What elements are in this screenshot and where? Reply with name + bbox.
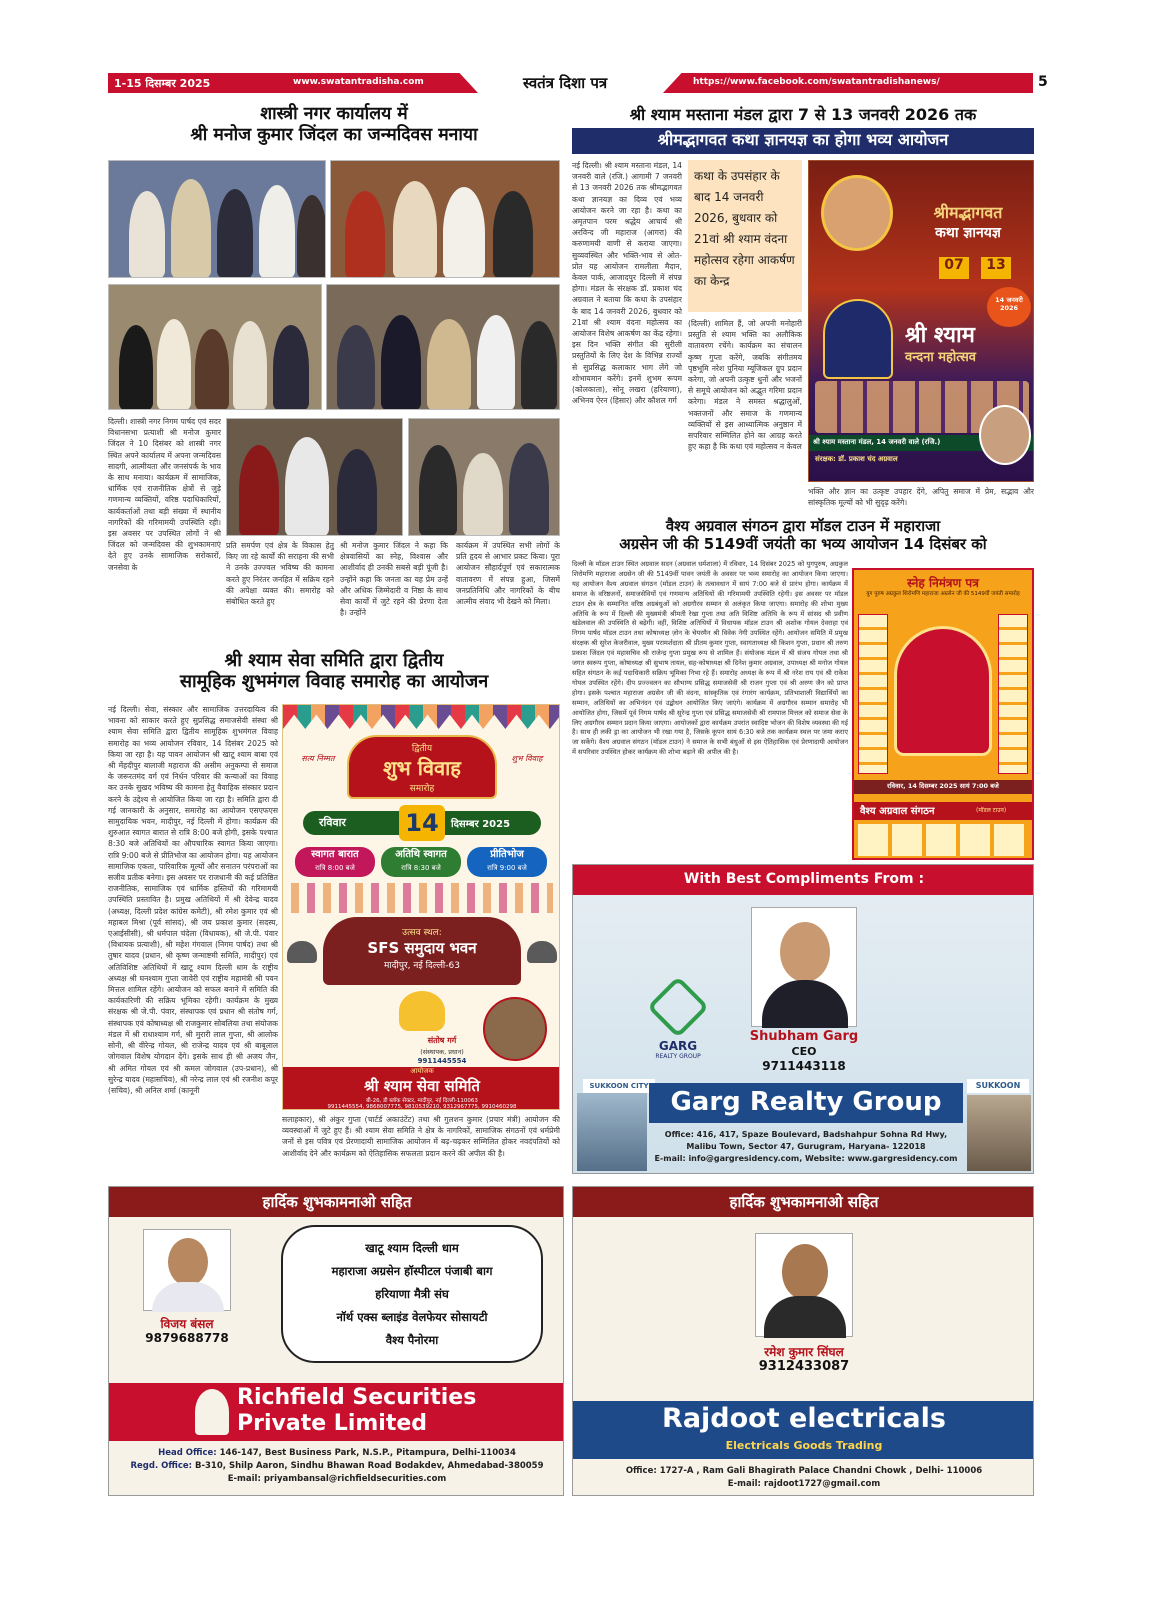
paper-name: स्वतंत्र दिशा पत्र [523,74,608,92]
garg-building-image [967,1095,1031,1171]
article1-col2: प्रति समर्पण एवं क्षेत्र के विकास हेतु किए जा रहे कार्यों की सराहना की सभी ने उनके उज्ज्वल भविष्य की कामना करते हुए निरंतर जनहित में सक्रिय रहने की अपेक्षा व्यक्त की। समारोह को संबोधित करते हुए [226,541,334,607]
article3-col2: (दिल्ली) शामिल हैं, जो अपनी मनोहारी प्रस्तुति से श्याम भक्ति का अलौकिक वातावरण रचेंगे। कार्यक्रम का संचालन कृष्ण गुप्ता करेंगे, जबकि संगीतमय पृष्ठभूमि नरेश पुनिया म्यूजिकल ग्रुप प्रदान करेगा, जो अपनी उत्कृष्ट धुनों और भजनों से समूचे आयोजन को अद्भुत गरिमा प्रदान करेगा। मंडल ने समस्त श्रद्धालुओं, भक्तजनों और समाज के गणमान्य व्यक्तियों से इस आध्यात्मिक अनुष्ठान में सपरिवार सम्मिलित होने का आग्रह करते हुए कहा है कि कथा एवं महोत्सव न केवल [688,319,802,452]
poster1-title: श्रीमद्भागवत [933,203,1003,222]
poster1-subtitle: कथा ज्ञानयज्ञ [935,225,1001,241]
richfield-ad [108,1186,564,1496]
elephant-icon [527,941,557,963]
ad1-company1: Richfield Securities [237,1385,477,1410]
facebook-url[interactable]: https://www.facebook.com/swatantradishanews/ [693,77,940,87]
invite-venue-block [323,917,521,985]
garg-office2: Malibu Town, Sector 47, Gurugram, Haryana- 122018 [686,1142,926,1151]
wedding-invite-card [282,704,560,1110]
ad1-line: नॉर्थ एक्स ब्लाइंड वेलफेयर सोसायटी [336,1310,488,1324]
invite-event-name: स्वागत बारात [311,849,359,860]
garg-person-role: CEO [791,1045,817,1058]
invite-title: शुभ विवाह [383,756,461,780]
poster2-date: रविवार, 14 दिसम्बर 2025 सायं 7:00 बजे [887,782,999,790]
agrasen-invite-poster [852,568,1034,860]
ad1-person-phone: 9879688778 [145,1331,229,1345]
invite-top-label: द्वितीय [411,744,433,754]
invite-org: श्री श्याम सेवा समिति [364,1077,480,1095]
invite-bunting [283,705,560,729]
poster1-date-end: 13 [981,257,1011,279]
article4-body: दिल्ली के मॉडल टाउन स्थित अग्रवाल सदन (अग्रवाल धर्मशाला) में रविवार, 14 दिसंबर 2025 को युगपुरुष, अग्रकुल शिरोमणि महाराजा अग्रसेन जी की 5149वीं पावन जयंती के अवसर पर भव्य समारोह का आयोजन किया जाएगा। यह आयोजन वैश्य अग्रवाल संगठन (मॉडल टाउन) के तत्वावधान में सायं 7:00 बजे से प्रारंभ होगा। कार्यक्रम में समाज के वरिष्ठजनों, समाजसेवियों एवं गणमान्य अतिथियों की गरिमामयी उपस्थिति रहेगी। इस अवसर पर मॉडल टाउन क्षेत्र के सम्मानित वरिष्ठ अग्रबंधुओं को अग्रगौरव सम्मान से अलंकृत किया जाएगा। समारोह की शोभा मुख्य अतिथि के रूप में दिल्ली की मुख्यमंत्री श्रीमती रेखा गुप्ता तथा अति विशिष्ट अतिथि के रूप में सांसद श्री प्रवीण खंडेलवाल की उपस्थिति से बढ़ेगी। वहीं, विशिष्ट अतिथियों में विधायक मॉडल टाउन श्री अशोक गोयल देवराहा एवं निगम पार्षद मॉडल टाउन तथा कोषाध्यक्ष ज़ोन के चेयरमैन श्री विवेक नेगी उपस्थित रहेंगे। आयोजन समिति में प्रमुख संरक्षक श्री सुरेश केजरीवाल, मुख्य परामर्शदाता श्री प्रीतम कुमार गुप्ता, स्वागताध्यक्ष श्री किशन गुप्ता, प्रधान श्री तरुण प्रकाश जिंदल एवं महासचिव श्री राजेन्द्र गुप्ता प्रमुख रूप से शामिल हैं। संयोजक मंडल में श्री संजय गोयल तथा श्री जगत स्वरूप गुप्ता, कोषाध्यक्ष श्री सुभाष तायल, सह-कोषाध्यक्ष श्री दिनेश कुमार अग्रवाल, उपाध्यक्ष श्री मनोज गोयल सहित संगठन के कई पदाधिकारी सक्रिय भूमिका निभा रहे हैं। समारोह अध्यक्ष के रूप में श्री नरेश राय एवं श्री राकेश गोयल उपस्थित रहेंगे। दीप प्रज्ज्वलन का सौभाग्य प्रसिद्ध समाजसेवी श्री राजन गुप्ता एवं श्री अरुण जैन को प्राप्त होगा। इसके पश्चात महाराजा अग्रसेन जी की वंदना, सांस्कृतिक एवं रंगारंग कार्यक्रम, प्रतिभाशाली विद्यार्थियों का सम्मान, अतिथियों का अभिनंदन एवं उद्बोधन आयोजित किए जाएंगे। कार्यक्रम में अग्रगौरव सम्मान समारोह भी आयोजित होगा, जिसमें पूर्व निगम पार्षद श्री सुरेन्द्र गुप्ता एवं प्रसिद्ध समाजसेवी श्री रामपाल मित्तल को समाज सेवा के लिए अग्रगौरव सम्मान प्रदान किया जाएगा। आयोजकों द्वारा कार्यक्रम उपरांत स्वादिष्ट भोजन की विशेष व्यवस्था की गई है। साथ ही लकी ड्रा का आयोजन भी रखा गया है, जिसके कूपन सायं 6:30 बजे तक कार्यक्रम स्थल पर जमा कराए जा सकेंगे। वैश्य अग्रवाल संगठन (मॉडल टाउन) ने समाज के सभी बंधुओं से इस ऐतिहासिक एवं प्रेरणादायी आयोजन में सपरिवार उपस्थित होकर कार्यक्रम की शोभा बढ़ाने की अपील की है। [572,560,848,757]
ad1-head-address: 146-147, Best Business Park, N.S.P., Pitampura, Delhi-110034 [219,1448,516,1458]
article3-col1: नई दिल्ली। श्री श्याम मस्ताना मंडल, 14 जनवरी वाले (रजि.) आगामी 7 जनवरी से 13 जनवरी 2026 तक श्रीमद्भागवत कथा ज्ञानयज्ञ का दिव्य एवं भव्य आयोजन करने जा रहा है। कथा का अमृतपान परम श्रद्धेय आचार्य श्री अरविन्द जी महाराज (आगरा) की करुणामयी वाणी से कराया जाएगा। सुव्यवस्थित और भक्ति-भाव से ओत-प्रोत यह आयोजन रामलीला मैदान, केवल पार्क, आजादपुर दिल्ली में संपन्न होगा। मंडल के संरक्षक डॉ. प्रकाश चंद अग्रवाल ने बताया कि कथा के उपसंहार के बाद 14 जनवरी 2026, बुधवार को 21वां श्री श्याम वंदना महोत्सव का आयोजन विशेष आकर्षण का केंद्र रहेगा। इस दिन भक्ति संगीत की सुरीली प्रस्तुतियों के लिए देश के विभिन्न राज्यों से सुप्रसिद्ध कलाकार भाग लेंगे जो शोभायमान करेंगे। इनमें शुभम रूपम (कोलकाता), सोनू लखरा (हरियाणा), अभिनव ऐरन (हिसार) और कौशल गर्ग [572,161,682,406]
invite-title-plate [347,735,497,799]
invite-left-tag: सत्य निम्मत [301,754,335,763]
invite-address: बी-26, डी ब्लॉक सेक्टर, मादीपुर, नई दिल्ली-110063 [366,1098,478,1104]
ad1-lines [281,1237,543,1352]
poster1-footer: श्री श्याम मस्ताना मंडल, 14 जनवरी वाले (रजि.) [813,438,941,446]
invite-venue-label: उत्सव स्थल: [402,928,442,938]
poster2-guest-list-right [998,614,1028,774]
poster1-event: श्री श्याम [905,322,975,348]
article1-headline [108,104,560,145]
garg-office: Office: 416, 417, Spaze Boulevard, Badshahpur Sohna Rd Hwy, [664,1130,948,1139]
article1-col4: कार्यक्रम में उपस्थित सभी लोगों के प्रति हृदय से आभार प्रकट किया। पूरा आयोजन सौहार्दपूर्ण एवं सकारात्मक वातावरण में संपन्न हुआ, जिसमें जनप्रतिनिधि और नागरिकों के बीच आत्मीय संवाद भी देखने को मिला। [456,541,560,607]
article1-photo [330,160,560,278]
garg-person-photo [751,907,857,1027]
invite-phones: 9911445554, 9868007775, 9810539210, 9312967775, 9910460298 [327,1104,517,1110]
poster2-title: स्नेह निमंत्रण पत्र [907,576,979,590]
ad2-company: Rajdoot electricals [662,1403,946,1434]
ad1-head-label: Head Office: [158,1448,217,1458]
article1-photo [226,418,403,536]
invite-person-name: संतोष गर्ग [427,1036,457,1045]
invite-person-photo [483,997,547,1061]
ad1-head-office [109,1447,564,1460]
article1-col1: दिल्ली। शास्त्री नगर निगम पार्षद एवं सदर विधानसभा प्रत्याशी श्री मनोज कुमार जिंदल ने 10 दिसंबर को शास्त्री नगर स्थित अपने कार्यालय में अपना जन्मदिवस सादगी, आत्मीयता और जनसंपर्क के भाव के साथ मनाया। कार्यक्रम में सामाजिक, धार्मिक एवं राजनीतिक क्षेत्रों से जुड़े गणमान्य व्यक्तियों, वरिष्ठ पदाधिकारियों, कार्यकर्ताओं तथा बड़ी संख्या में स्थानीय नागरिकों की गरिमामयी उपस्थिति रही। इस अवसर पर उपस्थित लोगों ने श्री जिंदल को जन्मदिवस की शुभकामनाएं देते हुए उनके सामाजिक सरोकारों, जनसेवा के [108,417,221,572]
poster1-patron: संरक्षक: डॉ. प्रकाश चंद अग्रवाल [815,455,898,463]
ad1-regd-address: B-310, Shilp Aaron, Sindhu Bhawan Road Bodakdev, Ahmedabad-380059 [195,1461,544,1471]
garg-person-phone: 9711443118 [762,1059,846,1073]
poster1-shyam-image [823,299,893,379]
article1-photo [108,284,322,410]
invite-dancers [291,883,553,913]
website-url[interactable]: www.swatantradisha.com [293,77,424,87]
garg-person-name: Shubham Garg [749,1029,859,1044]
poster1-event2: वन्दना महोत्सव [905,350,977,365]
garg-logo-name: GARG [658,1039,698,1053]
ad1-regd-office [109,1460,564,1473]
poster1-guru-photo [821,175,893,251]
article3-tail: भक्ति और ज्ञान का उत्कृष्ट उपहार देंगे, अपितु समाज में प्रेम, सद्भाव और सांस्कृतिक मूल्यों को भी सुदृढ़ करेंगे। [808,487,1034,508]
garg-sign-right: SUKKOON [967,1079,1029,1093]
ad1-line: खाटू श्याम दिल्ली धाम [365,1241,459,1255]
ad2-person-phone: 9312433087 [758,1359,850,1374]
poster1-patron-photo [979,405,1031,465]
invite-event-1 [295,847,375,877]
invite-person-phone: 9911445554 [417,1057,467,1065]
invite-event-time: रात्रि 8:00 बजे [315,864,355,872]
ad1-company2: Private Limited [237,1411,428,1436]
elephant-icon [287,941,317,963]
article1-headline-line1: शास्त्री नगर कार्यालय में [260,104,408,124]
article2-col1: नई दिल्ली। सेवा, संस्कार और सामाजिक उत्तरदायित्व की भावना को साकार करते हुए सुप्रसिद्ध समाजसेवी संस्था श्री श्याम सेवा समिति द्वारा द्वितीय सामूहिक शुभमंगल विवाह समारोह का भव्य आयोजन रविवार, 14 दिसंबर 2025 को किया जा रहा है। यह पावन आयोजन श्री खाटू श्याम बाबा एवं श्री मेंहदीपुर बालाजी महाराज की असीम अनुकम्पा से समाज के जरूरतमंद वर्ग एवं निर्धन परिवार की कन्याओं का विवाह कर उनके सुखद भविष्य की कामना हेतु वैवाहिक संस्कार प्रदान करने के उद्देश्य से आयोजित किया जा रहा है। समिति द्वारा दी गई जानकारी के अनुसार, समारोह का आयोजन एसएफएस सामुदायिक भवन, मादीपुर, नई दिल्ली में होगा। कार्यक्रम की शुरुआत स्वागत बारात से रात्रि 8:00 बजे होगी, इसके पश्चात 8:30 बजे अतिथियों का औपचारिक स्वागत किया जाएगा। रात्रि 9:00 बजे से प्रीतिभोज का आयोजन होगा। यह आयोजन सामाजिक एकता, पारिवारिक मूल्यों और सनातन परंपराओं का सजीव प्रतीक बनेगा। इस अवसर पर राजधानी की कई प्रतिष्ठित राजनीतिक, सामाजिक एवं धार्मिक हस्तियों की गरिमामयी उपस्थिति प्रस्तावित है। प्रमुख अतिथियों में श्री देवेन्द्र यादव (अध्यक्ष, दिल्ली प्रदेश कांग्रेस कमेटी), श्री रमेश कुमार एवं श्री महाबल मिश्रा (पूर्व सांसद), श्री जय प्रकाश कुमार (सदस्य, एआईसीसी), श्री धर्मपाल चंदेला (विधायक), श्री जे.पी. पंवार (विधायक प्रत्याशी), श्री महेश गंगवाल (निगम पार्षद) तथा श्री तुषार यादव (प्रधान, श्री कृष्ण जन्माष्टमी समिति, मादीपुर) एवं अतिविशिष्ट अतिथियों में खाटू श्याम दिल्ली धाम के राष्ट्रीय अध्यक्ष श्री घनश्याम गुप्ता जावेरी एवं राष्ट्रीय महामंत्री श्री पवन मित्तल शामिल रहेंगे। आयोजन को सफल बनाने में समिति की कार्यकारिणी की सक्रिय भूमिका रहेगी। कार्यक्रम के मुख्य संरक्षक श्री जे.पी. पंवार, संस्थापक एवं प्रधान श्री संतोष गर्ग, संस्थापक एवं कोषाध्यक्ष श्री राजकुमार सोबलिया तथा संयोजक मंडल में श्री राधाश्याम गर्ग, श्री मुरारी लाल गुप्ता, श्री आलोक सोनी, श्री वीरेन्द्र गोयल, श्री राजेन्द्र यादव एवं श्री बाबूलाल जोगवाल विशेष योगदान देंगे। इसके साथ ही श्री अजय जैन, श्री अमित गोयल एवं श्री कमल जोगवाल (उप-प्रधान), श्री सुरेन्द्र यादव (महासचिव), श्री नरेन्द्र लाल एवं श्री रजनीश कपूर (सचिव), श्री अनिल शर्मा (कानूनी [108,705,278,1095]
invite-day: रविवार [319,816,346,829]
garg-email[interactable]: E-mail: info@gargresidency.com, Website: www.gargresidency.com [654,1154,958,1163]
garg-heading: With Best Compliments From : [683,871,925,887]
poster2-guest-list-left [858,614,888,774]
article1-photo [326,284,560,410]
ad2-person-name: रमेश कुमार सिंघल [764,1345,844,1359]
ad1-person-name: विजय बंसल [160,1317,214,1331]
ad1-line: महाराजा अग्रसेन हॉस्पीटल पंजाबी बाग [331,1264,493,1278]
garg-sign-left: SUKKOON CITY [583,1079,655,1093]
ad2-office: Office: 1727-A , Ram Gali Bhagirath Palace Chandni Chowk , Delhi- 110006 [625,1466,983,1476]
invite-month: दिसम्बर 2025 [451,819,511,830]
invite-date: 14 [399,805,445,841]
garg-company: Garg Realty Group [670,1087,942,1117]
page-header [108,73,1054,97]
ad2-banner: हार्दिक शुभकामनाओ सहित [729,1193,879,1211]
article3-headline-line1: श्री श्याम मस्ताना मंडल द्वारा 7 से 13 जनवरी 2026 तक [629,105,977,124]
ad1-regd-label: Regd. Office: [130,1461,193,1471]
article1-photo [408,418,560,536]
garg-logo-sub: REALTY GROUP [655,1053,701,1060]
ad2-person-photo [755,1233,853,1337]
invite-event-2 [381,847,461,877]
invite-subtitle: समारोह [409,784,435,794]
issue-date: 1-15 दिसम्बर 2025 [114,77,211,90]
tree-logo-icon [195,1389,229,1435]
garg-city-image [577,1093,647,1171]
poster2-organisers [858,824,1028,856]
article2-headline-line1: श्री श्याम सेवा समिति द्वारा द्वितीय [224,650,444,671]
garg-logo [643,985,713,1069]
poster1-badge: 14 जनवरी 2026 [987,287,1031,327]
invite-org-block [283,1067,560,1110]
article2-headline-line2: सामूहिक शुभमंगल विवाह समारोह का आयोजन [179,671,489,693]
article2-col2: सलाहकार), श्री अंकुर गुप्ता (चार्टर्ड अकाउंटेंट) तथा श्री गुलशन कुमार (प्रचार मंत्री) आयोजन की व्यवस्थाओं में जुटे हुए हैं। श्री श्याम सेवा समिति ने क्षेत्र के नागरिकों, सामाजिक संगठनों एवं धर्मप्रेमी जनों से इस पवित्र एवं प्रेरणादायी सामाजिक आयोजन में बढ़-चढ़कर सम्मिलित होकर नवदंपतियों को आशीर्वाद देने और कार्यक्रम को ऐतिहासिक सफलता प्रदान करने की अपील की है। [282,1115,560,1158]
article4-headline-line1: वैश्य अग्रवाल संगठन द्वारा मॉडल टाउन में महाराजा [665,517,941,535]
invite-org-prefix: आयोजक [410,1067,434,1075]
ad1-email[interactable]: E-mail: priyambansal@richfieldsecurities.com [227,1474,447,1484]
poster1-date-start: 07 [939,257,969,279]
bhagwat-katha-poster [808,160,1034,482]
poster2-org: वैश्य अग्रवाल संगठन [860,806,935,817]
ad1-line: वैश्य पैनोरमा [385,1333,439,1347]
ganesha-icon [399,991,445,1031]
article1-col3: श्री मनोज कुमार जिंदल ने कहा कि क्षेत्रवासियों का स्नेह, विश्वास और आशीर्वाद ही उनकी सबसे बड़ी पूंजी है। उन्होंने कहा कि जनता का यह प्रेम उन्हें और अधिक जिम्मेदारी व निष्ठा के साथ सेवा कार्यों में जुटे रहने की प्रेरणा देता है। उन्होंने [340,541,448,618]
rajdoot-ad [572,1186,1034,1496]
article3-callout [688,160,802,312]
invite-event-name: प्रीतिभोज [490,849,524,860]
article3-headline-line2: श्रीमद्भागवत कथा ज्ञानयज्ञ का होगा भव्य आयोजन [657,130,949,149]
poster2-org-tag: (मॉडल टाउन) [976,807,1007,814]
invite-right-tag: शुभ विवाह [511,754,543,763]
page-number: 5 [1038,74,1048,90]
ad1-person-photo [143,1229,231,1311]
poster2-subtitle: युग पुरुष अग्रकुल शिरोमणि महाराजा अग्रसेन जी की 5149वीं जयंती समारोह [866,591,1020,597]
ad2-tagline: Electricals Goods Trading [725,1439,883,1452]
invite-venue-area: मादीपुर, नई दिल्ली-63 [384,961,460,971]
invite-event-time: रात्रि 8:30 बजे [401,864,441,872]
article3-callout-text: कथा के उपसंहार के बाद 14 जनवरी 2026, बुधवार को 21वां श्री श्याम वंदना महोत्सव रहेगा आकर्षण का केन्द्र [694,169,795,288]
ad2-email[interactable]: E-mail: rajdoot1727@gmail.com [727,1479,881,1489]
invite-event-3 [467,847,547,877]
garg-realty-ad [572,864,1034,1174]
invite-venue: SFS समुदाय भवन [367,939,477,957]
ad1-line: हरियाणा मैत्री संघ [375,1287,449,1301]
article2-headline [108,650,560,692]
garg-logo-mark [647,976,709,1038]
article4-headline-line2: अग्रसेन जी की 5149वीं जयंती का भव्य आयोजन 14 दिसंबर को [619,534,987,553]
article1-photo [108,160,326,278]
invite-event-time: रात्रि 9:00 बजे [487,864,527,872]
ad1-banner: हार्दिक शुभकामनाओ सहित [262,1193,412,1211]
article1-headline-line2: श्री मनोज कुमार जिंदल का जन्मदिवस मनाया [190,124,478,145]
article4-headline [572,518,1034,553]
invite-event-name: अतिथि स्वागत [395,849,447,860]
maharaja-agrasen-image [894,626,992,756]
invite-person-role: (संस्थापक, प्रधान) [420,1048,464,1056]
